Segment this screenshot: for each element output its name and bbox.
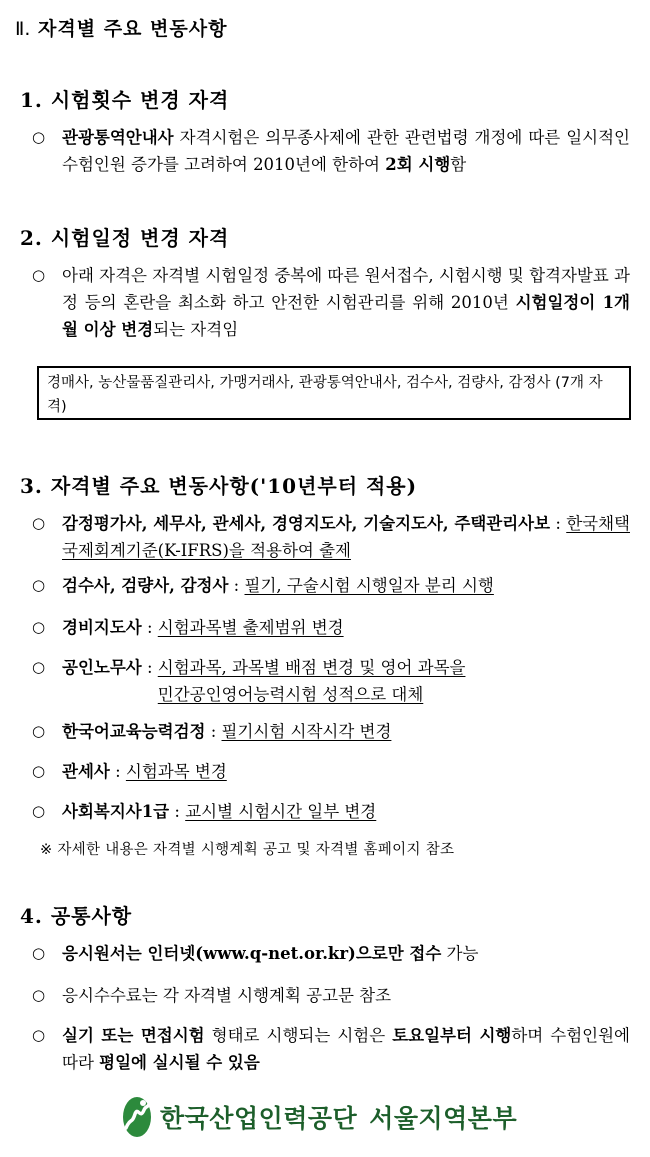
section-3-item-4 bbox=[32, 654, 630, 708]
item-label: 사회복지사1급 bbox=[62, 802, 170, 821]
section-3-item-3 bbox=[32, 614, 630, 641]
plain-text: 하며 수험인원에 따라 bbox=[62, 1026, 630, 1072]
section-1-heading: 1. 시험횟수 변경 자격 bbox=[20, 88, 230, 112]
bold-text: 시험일정이 1개월 이상 변경 bbox=[62, 293, 630, 339]
section-3-item-1 bbox=[32, 510, 630, 564]
item-text bbox=[62, 572, 630, 599]
bold-text: 토요일부터 시행 bbox=[392, 1026, 512, 1045]
bullet-text bbox=[62, 262, 630, 343]
item-label: 경비지도사 bbox=[62, 618, 142, 637]
plain-text: 되는 자격임 bbox=[153, 320, 239, 339]
bullet-marker: ○ bbox=[32, 618, 46, 636]
section-3-item-5 bbox=[32, 718, 630, 745]
bullet-marker: ○ bbox=[32, 986, 46, 1004]
item-description: 한국채택국제회계기준(K-IFRS)을 적용하여 출제 bbox=[62, 514, 630, 560]
bullet-marker: ○ bbox=[32, 722, 46, 740]
bold-text: 응시원서는 인터넷(www.q-net.or.kr)으로만 접수 bbox=[62, 944, 442, 963]
bullet-text bbox=[62, 124, 630, 178]
item-separator: : bbox=[141, 658, 158, 677]
reference-note: ※ 자세한 내용은 자격별 시행계획 공고 및 자격별 홈페이지 참조 bbox=[40, 842, 455, 858]
title-roman-numeral: Ⅱ. bbox=[15, 18, 31, 40]
item-description-line-2: 민간공인영어능력시험 성적으로 대체 bbox=[157, 685, 424, 704]
section-4-bullet-2 bbox=[32, 982, 630, 1009]
item-description: 필기시험 시작시각 변경 bbox=[221, 722, 392, 741]
item-description-block bbox=[158, 654, 466, 708]
item-separator: : bbox=[550, 514, 567, 533]
section-3-item-6 bbox=[32, 758, 630, 785]
item-description: 필기, 구술시험 시행일자 분리 시행 bbox=[244, 576, 494, 595]
item-text bbox=[62, 718, 630, 745]
item-text bbox=[62, 510, 630, 564]
bullet-marker: ○ bbox=[32, 514, 46, 532]
bullet-marker: ○ bbox=[32, 266, 46, 284]
bullet-marker: ○ bbox=[32, 658, 46, 676]
section-2-bullet-1 bbox=[32, 262, 630, 343]
page-title bbox=[15, 14, 227, 41]
bullet-text bbox=[62, 940, 630, 967]
bullet-marker: ○ bbox=[32, 944, 46, 962]
section-2-heading: 2. 시험일정 변경 자격 bbox=[20, 226, 230, 250]
bullet-marker: ○ bbox=[32, 762, 46, 780]
organization-footer bbox=[120, 1092, 517, 1142]
qualification-list-box: 경매사, 농산물품질관리사, 가맹거래사, 관광통역안내사, 검수사, 검량사, 감정사 (7개 자격) bbox=[37, 366, 631, 420]
section-4-bullet-1 bbox=[32, 940, 630, 967]
plain-text: 아래 자격은 자격별 시험일정 중복에 따른 원서접수, 시험시행 및 합격자발표 과정 등의 혼란을 최소화 하고 안전한 시험관리를 위해 2010년 bbox=[62, 266, 630, 312]
item-description: 시험과목별 출제범위 변경 bbox=[157, 618, 344, 637]
plain-text: 함 bbox=[450, 155, 467, 174]
item-separator: : bbox=[169, 802, 186, 821]
plain-text: 자격시험은 의무종사제에 관한 관련법령 개정에 따른 일시적인 수험인원 증가를 고려하여 2010년에 한하여 bbox=[62, 128, 630, 174]
plain-text: 가능 bbox=[441, 944, 479, 963]
bold-text: 2회 시행 bbox=[385, 155, 451, 174]
item-description-line-1: 시험과목, 과목별 배점 변경 및 영어 과목을 bbox=[157, 658, 466, 677]
item-separator: : bbox=[228, 576, 245, 595]
item-text bbox=[62, 798, 630, 825]
title-text: 자격별 주요 변동사항 bbox=[38, 18, 228, 40]
plain-text: 형태로 시행되는 시험은 bbox=[204, 1026, 393, 1045]
item-text bbox=[62, 758, 630, 785]
item-text bbox=[62, 654, 630, 708]
section-3-heading: 3. 자격별 주요 변동사항('10년부터 적용) bbox=[20, 474, 418, 498]
section-3-item-2 bbox=[32, 572, 630, 599]
bullet-marker: ○ bbox=[32, 1026, 46, 1044]
bold-text: 실기 또는 면접시험 bbox=[62, 1026, 205, 1045]
section-4-heading: 4. 공통사항 bbox=[20, 904, 133, 928]
bullet-text: 응시수수료는 각 자격별 시행계획 공고문 참조 bbox=[62, 986, 392, 1005]
item-separator: : bbox=[141, 618, 158, 637]
bullet-marker: ○ bbox=[32, 128, 46, 146]
hrd-korea-logo-icon bbox=[120, 1094, 154, 1140]
organization-title: 한국산업인력공단 bbox=[160, 1104, 358, 1133]
bullet-marker: ○ bbox=[32, 802, 46, 820]
section-1-bullet-1 bbox=[32, 124, 630, 178]
section-3-item-7 bbox=[32, 798, 630, 825]
bullet-text bbox=[62, 1022, 630, 1076]
item-description: 교시별 시험시간 일부 변경 bbox=[185, 802, 377, 821]
organization-name bbox=[160, 1099, 517, 1135]
item-label: 관세사 bbox=[62, 762, 110, 781]
item-label: 검수사, 검량사, 감정사 bbox=[62, 576, 229, 595]
section-4-bullet-3 bbox=[32, 1022, 630, 1076]
item-description: 시험과목 변경 bbox=[125, 762, 227, 781]
item-label: 공인노무사 bbox=[62, 658, 142, 677]
item-label: 감정평가사, 세무사, 관세사, 경영지도사, 기술지도사, 주택관리사보 bbox=[62, 514, 551, 533]
item-separator: : bbox=[205, 722, 222, 741]
bold-text: 관광통역안내사 bbox=[62, 128, 174, 147]
item-text bbox=[62, 614, 630, 641]
item-label: 한국어교육능력검정 bbox=[62, 722, 206, 741]
item-separator: : bbox=[109, 762, 126, 781]
bold-text: 평일에 실시될 수 있음 bbox=[99, 1053, 260, 1072]
branch-name: 서울지역본부 bbox=[369, 1104, 518, 1133]
bullet-marker: ○ bbox=[32, 576, 46, 594]
